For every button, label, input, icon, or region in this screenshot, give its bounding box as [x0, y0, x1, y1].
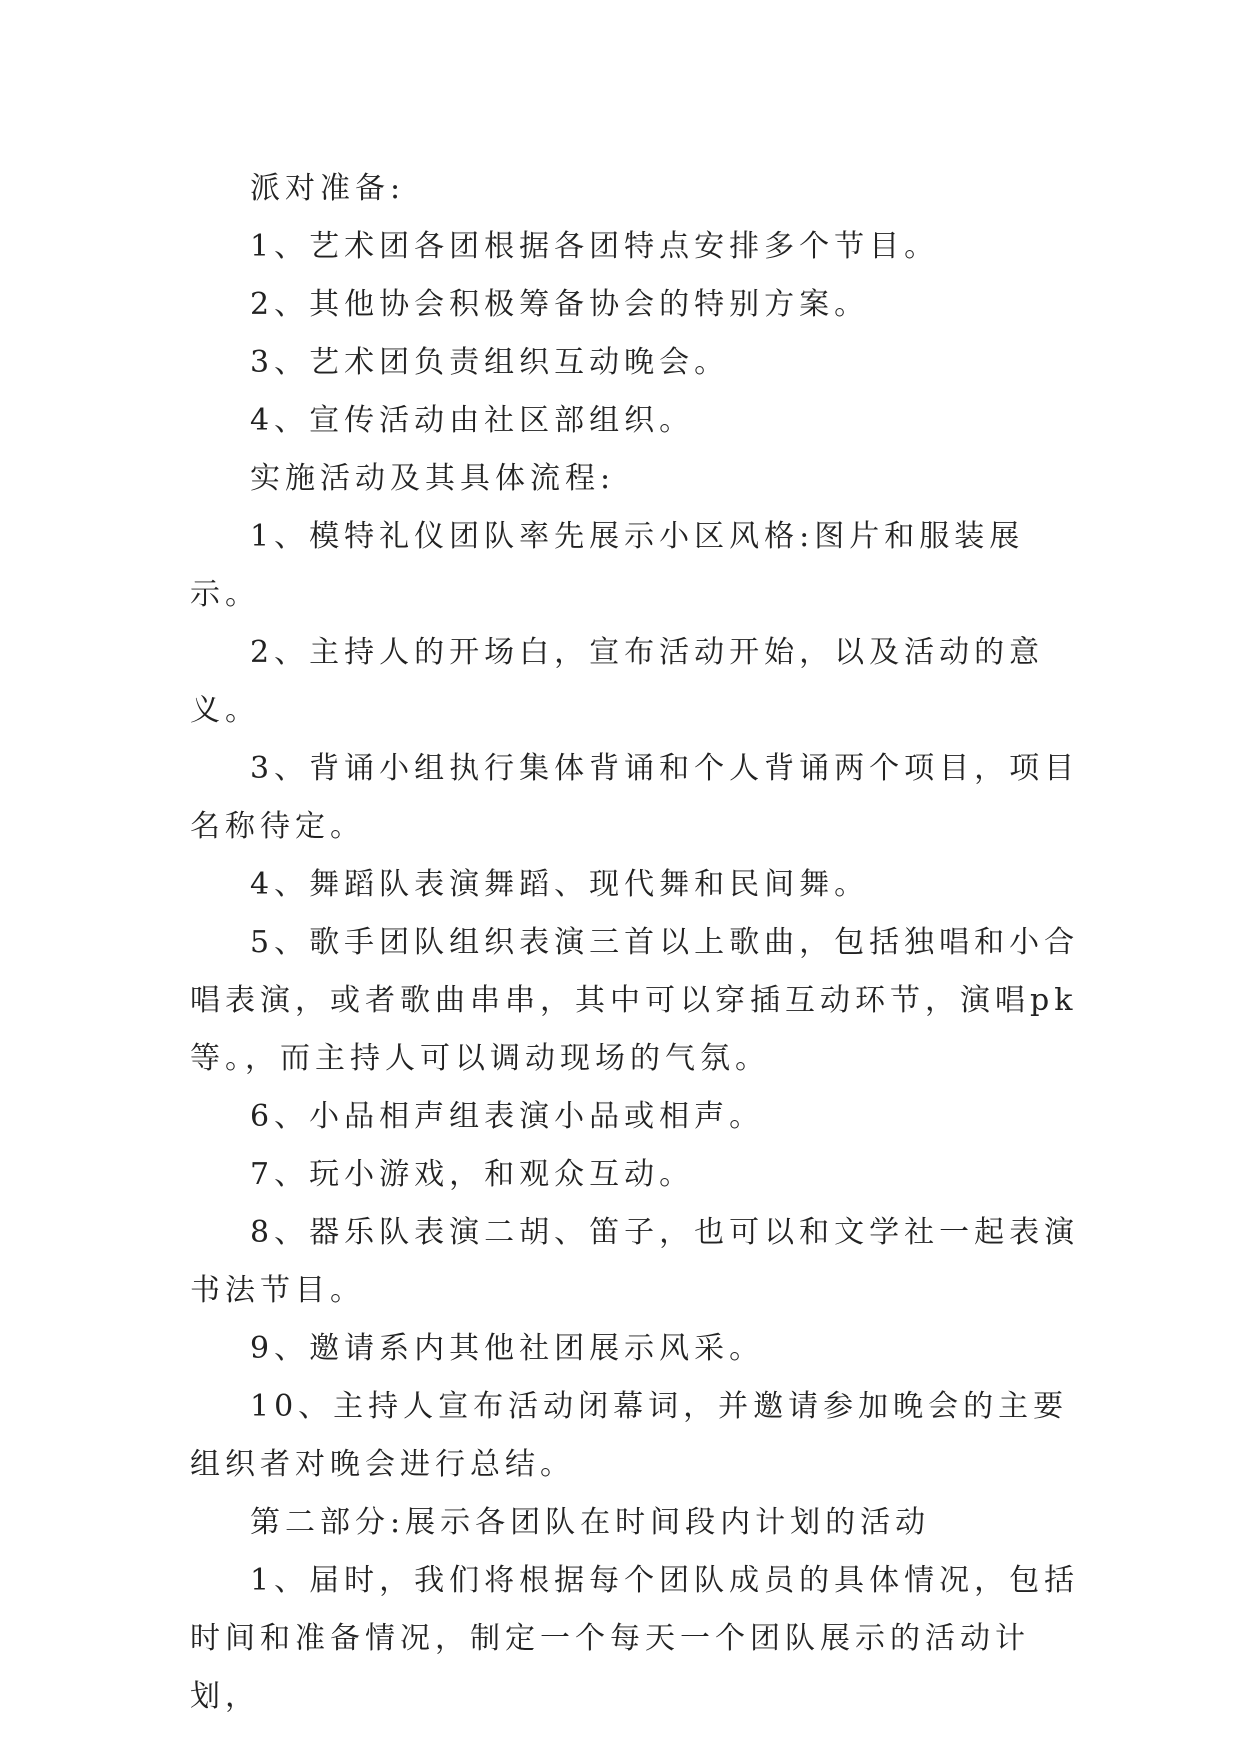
- document-body: [190, 160, 1090, 1726]
- paragraph-item: 2、主持人的开场白，宣布活动开始，以及活动的意义。: [190, 635, 1045, 728]
- paragraph-item: 3、背诵小组执行集体背诵和个人背诵两个项目，项目名称待定。: [190, 751, 1080, 844]
- paragraph-item: 4、宣传活动由社区部组织。: [250, 403, 695, 438]
- heading-implementation-process: 实施活动及其具体流程:: [250, 461, 616, 496]
- paragraph-item: 4、舞蹈队表演舞蹈、现代舞和民间舞。: [250, 867, 870, 902]
- paragraph-item: 3、艺术团负责组织互动晚会。: [250, 345, 730, 380]
- heading-part-two: 第二部分:展示各团队在时间段内计划的活动: [250, 1505, 931, 1540]
- paragraph-item: 7、玩小游戏，和观众互动。: [250, 1157, 695, 1192]
- paragraph-item: 10、主持人宣布活动闭幕词，并邀请参加晚会的主要组织者对晚会进行总结。: [190, 1389, 1069, 1482]
- paragraph-item: 1、届时，我们将根据每个团队成员的具体情况，包括时间和准备情况，制定一个每天一个团队展示的活动计划，: [190, 1563, 1080, 1714]
- paragraph-item: 5、歌手团队组织表演三首以上歌曲，包括独唱和小合唱表演，或者歌曲串串，其中可以穿插互动环节，演唱pk等。，而主持人可以调动现场的气氛。: [190, 925, 1080, 1076]
- paragraph-item: 1、模特礼仪团队率先展示小区风格:图片和服装展示。: [190, 519, 1025, 612]
- paragraph-item: 1、艺术团各团根据各团特点安排多个节目。: [250, 229, 940, 264]
- paragraph-item: 6、小品相声组表演小品或相声。: [250, 1099, 765, 1134]
- paragraph-item: 9、邀请系内其他社团展示风采。: [250, 1331, 765, 1366]
- paragraph-item: 8、器乐队表演二胡、笛子，也可以和文学社一起表演书法节目。: [190, 1215, 1080, 1308]
- paragraph-item: 2、其他协会积极筹备协会的特别方案。: [250, 287, 870, 322]
- heading-party-preparation: 派对准备:: [250, 171, 406, 206]
